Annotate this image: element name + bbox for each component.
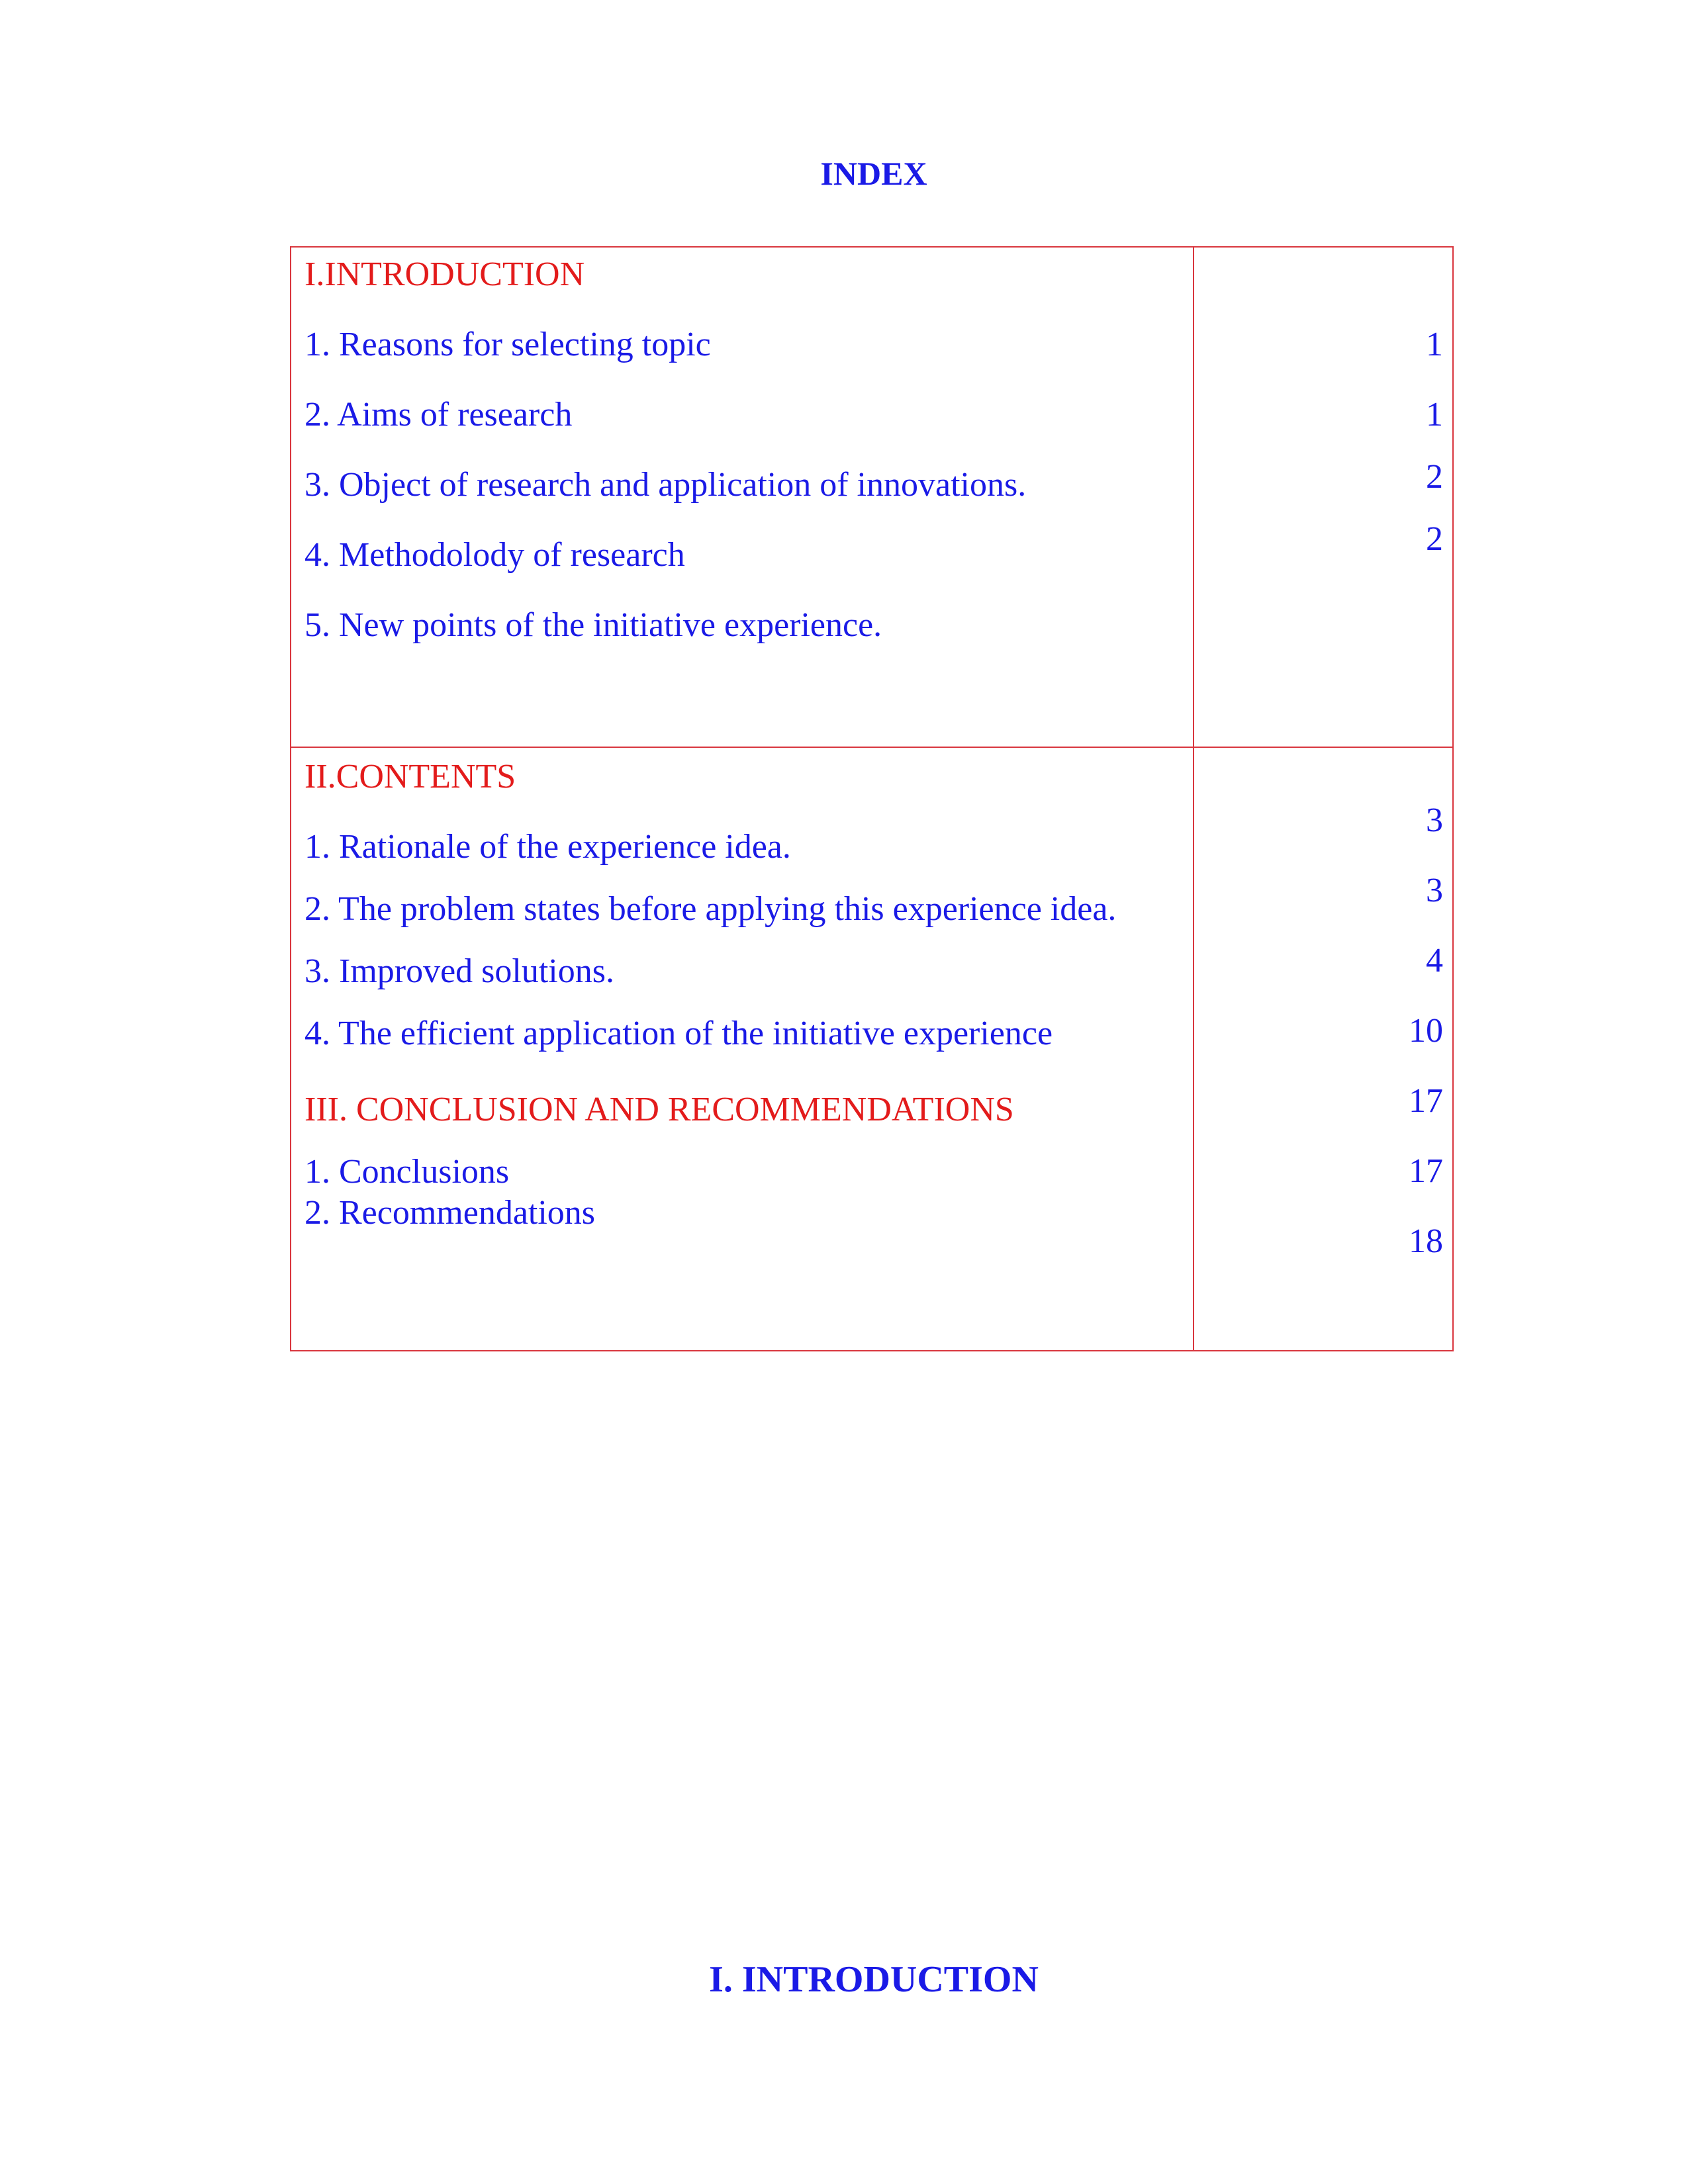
- page-number: 18: [1409, 1222, 1443, 1260]
- page-title: INDEX: [820, 155, 927, 192]
- page-number: 17: [1409, 1082, 1443, 1120]
- toc-item: 1. Conclusions: [305, 1153, 510, 1191]
- section-heading-conclusion: III. CONCLUSION AND RECOMMENDATIONS: [305, 1091, 1014, 1128]
- section-heading-introduction: I.INTRODUCTION: [305, 255, 585, 293]
- page-number: 3: [1426, 801, 1443, 839]
- page-number: 2: [1426, 458, 1443, 496]
- page-number: 4: [1426, 942, 1443, 979]
- toc-item: 3. Object of research and application of innovations.: [305, 466, 1027, 504]
- page-number: 1: [1426, 326, 1443, 363]
- toc-item: 5. New points of the initiative experience.: [305, 606, 882, 644]
- section-title: I. INTRODUCTION: [709, 1959, 1039, 2000]
- toc-item: 3. Improved solutions.: [305, 952, 614, 990]
- toc-item: 1. Rationale of the experience idea.: [305, 828, 791, 866]
- toc-item: 2. Recommendations: [305, 1194, 596, 1232]
- toc-item: 2. The problem states before applying this experience idea.: [305, 890, 1117, 928]
- toc-item: 4. Methodolody of research: [305, 536, 685, 574]
- toc-item: 2. Aims of research: [305, 396, 573, 433]
- table-row-divider: [290, 747, 1454, 748]
- table-column-divider: [1193, 246, 1194, 1351]
- page-number: 1: [1426, 396, 1443, 433]
- page-number: 3: [1426, 872, 1443, 909]
- toc-item: 4. The efficient application of the initiative experience: [305, 1015, 1053, 1052]
- page-number: 10: [1409, 1012, 1443, 1050]
- section-heading-contents: II.CONTENTS: [305, 758, 516, 796]
- page-number: 2: [1426, 520, 1443, 558]
- page-number: 17: [1409, 1152, 1443, 1190]
- toc-item: 1. Reasons for selecting topic: [305, 326, 711, 363]
